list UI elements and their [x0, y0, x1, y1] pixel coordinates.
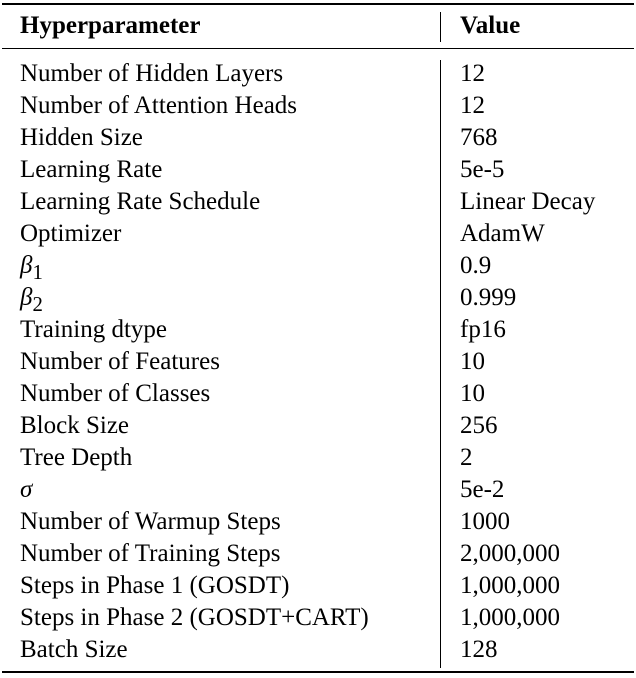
row-value: 5e-5	[460, 156, 505, 183]
row-parameter: Number of Attention Heads	[20, 92, 298, 119]
row-parameter: Number of Training Steps	[20, 540, 281, 567]
row-value: 2	[460, 444, 473, 471]
row-value: 128	[460, 636, 498, 663]
row-parameter: Tree Depth	[20, 444, 133, 471]
row-parameter: Batch Size	[20, 636, 128, 663]
row-parameter: Learning Rate Schedule	[20, 188, 261, 215]
row-parameter: Hidden Size	[20, 124, 143, 151]
row-value: AdamW	[460, 220, 545, 247]
row-value: 5e-2	[460, 476, 505, 503]
row-parameter: Learning Rate	[20, 156, 163, 183]
row-parameter: Number of Hidden Layers	[20, 60, 284, 87]
row-parameter: Optimizer	[20, 220, 122, 247]
row-value: 12	[460, 60, 485, 87]
row-parameter: Steps in Phase 1 (GOSDT)	[20, 572, 290, 599]
header-hyperparameter: Hyperparameter	[20, 12, 201, 39]
row-parameter	[20, 250, 43, 282]
row-parameter: Training dtype	[20, 316, 167, 343]
row-value: 10	[460, 380, 485, 407]
row-value: 12	[460, 92, 485, 119]
header-value: Value	[460, 12, 521, 39]
row-value: 2,000,000	[460, 540, 560, 567]
math-subscript: 1	[32, 260, 43, 284]
math-subscript: 2	[32, 292, 43, 316]
row-parameter: Number of Warmup Steps	[20, 508, 281, 535]
row-parameter	[20, 282, 43, 314]
row-parameter: Steps in Phase 2 (GOSDT+CART)	[20, 604, 369, 631]
row-value: 0.999	[460, 284, 517, 311]
math-symbol: σ	[20, 476, 33, 503]
row-value: fp16	[460, 316, 506, 343]
math-symbol: β	[20, 284, 33, 311]
row-parameter: Number of Features	[20, 348, 220, 375]
header-column-divider	[440, 12, 441, 42]
bottom-rule	[2, 671, 634, 673]
row-parameter: Block Size	[20, 412, 130, 439]
row-value: 1,000,000	[460, 572, 560, 599]
body-column-divider	[440, 60, 441, 668]
row-value: Linear Decay	[460, 188, 596, 215]
row-parameter	[20, 474, 32, 506]
row-value: 1,000,000	[460, 604, 560, 631]
row-value: 1000	[460, 508, 510, 535]
math-symbol: β	[20, 252, 33, 279]
row-value: 768	[460, 124, 498, 151]
row-value: 0.9	[460, 252, 492, 279]
header-rule	[2, 48, 634, 49]
row-value: 10	[460, 348, 485, 375]
row-parameter: Number of Classes	[20, 380, 211, 407]
top-rule	[2, 3, 634, 5]
row-value: 256	[460, 412, 498, 439]
